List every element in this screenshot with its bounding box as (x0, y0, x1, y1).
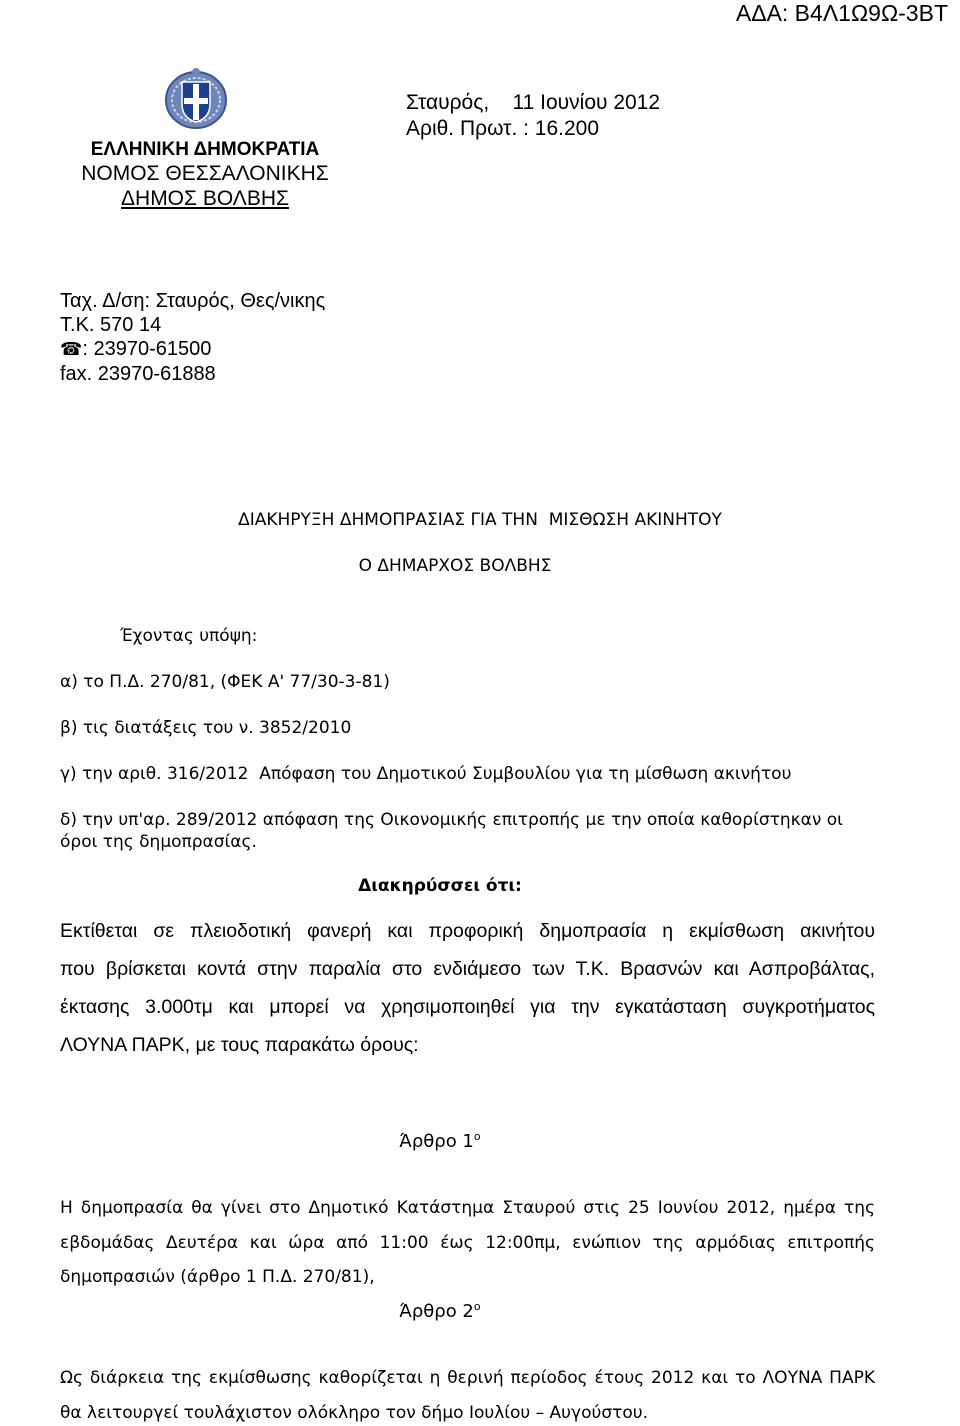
declares-heading: Διακηρύσσει ότι: (358, 876, 522, 896)
article-2-heading (0, 1300, 880, 1322)
list-item: δ) την υπ'αρ. 289/2012 απόφαση της Οικονομικής επιτροπής με την οποία καθορίστηκαν οι όροι της δημοπρασίας. (60, 810, 843, 852)
article-1-sup: ο (473, 1130, 481, 1143)
body-line: έκτασης 3.000τμ και μπορεί να χρησιμοποιηθεί για την εγκατάσταση συγκροτήματος (60, 996, 875, 1018)
article-2-line: θα λειτουργεί τουλάχιστον ολόκληρο τον δήμο Ιουλίου – Αυγούστου. (60, 1403, 648, 1423)
article-2-label: Άρθρο 2 (399, 1301, 474, 1322)
body-line: ΛΟΥΝΑ ΠΑΡΚ, με τους παρακάτω όρους: (60, 1034, 419, 1056)
document-subtitle: Ο ΔΗΜΑΡΧΟΣ ΒΟΛΒΗΣ (358, 556, 552, 576)
body-line: Εκτίθεται σε πλειοδοτική φανερή και προφορική δημοπρασία η εκμίσθωση ακινήτου (60, 920, 875, 942)
ada-code: ΑΔΑ: Β4Λ1Ω9Ω-3ΒΤ (735, 0, 948, 26)
greek-republic-emblem-icon (162, 64, 230, 132)
telephone-icon: ☎ (60, 339, 83, 360)
phone-line (60, 337, 325, 362)
header-municipality: ΔΗΜΟΣ ΒΟΛΒΗΣ (121, 187, 289, 210)
document-title: ΔΙΑΚΗΡΥΞΗ ΔΗΜΟΠΡΑΣΙΑΣ ΓΙΑ ΤΗΝ ΜΙΣΘΩΣΗ ΑΚΙΝΗΤΟΥ (238, 510, 722, 530)
preamble: Έχοντας υπόψη: (120, 626, 258, 646)
header-state: ΕΛΛΗΝΙΚΗ ΔΗΜΟΚΡΑΤΙΑ (90, 139, 320, 160)
article-2-line: Ως διάρκεια της εκμίσθωσης καθορίζεται η θερινή περίοδος έτους 2012 και το ΛΟΥΝΑ ΠΑΡΚ (60, 1368, 875, 1388)
fax-number: fax. 23970-61888 (60, 363, 216, 385)
date-block (406, 90, 660, 142)
article-2-sup: ο (473, 1300, 481, 1313)
date-line: Σταυρός, 11 Ιουνίου 2012 (406, 91, 661, 114)
article-1-line: εβδομάδας Δευτέρα και ώρα από 11:00 έως 12:00πμ, ενώπιον της αρμόδιας επιτροπής (60, 1233, 875, 1253)
postal-address: Ταχ. Δ/ση: Σταυρός, Θες/νικης (60, 290, 326, 312)
phone-number: : 23970-61500 (82, 338, 212, 360)
body-line: που βρίσκεται κοντά στην παραλία στο ενδιάμεσο των Τ.Κ. Βρασνών και Ασπροβάλτας, (60, 958, 875, 980)
protocol-number: Αριθ. Πρωτ. : 16.200 (406, 117, 600, 140)
article-1-line: δημοπρασιών (άρθρο 1 Π.Δ. 270/81), (60, 1267, 375, 1287)
article-1-heading (0, 1130, 880, 1152)
list-item: α) το Π.Δ. 270/81, (ΦΕΚ Α' 77/30-3-81) (60, 672, 390, 692)
article-1-label: Άρθρο 1 (399, 1131, 474, 1152)
list-item: β) τις διατάξεις του ν. 3852/2010 (60, 718, 352, 738)
header-prefecture: ΝΟΜΟΣ ΘΕΣΣΑΛΟΝΙΚΗΣ (81, 162, 329, 185)
article-1-line: Η δημοπρασία θα γίνει στο Δημοτικό Κατάστημα Σταυρού στις 25 Ιουνίου 2012, ημέρα της (60, 1198, 875, 1218)
list-item: γ) την αριθ. 316/2012 Απόφαση του Δημοτικού Συμβουλίου για τη μίσθωση ακινήτου (60, 764, 792, 784)
address-block (60, 289, 325, 386)
postal-code: Τ.Κ. 570 14 (60, 314, 162, 336)
